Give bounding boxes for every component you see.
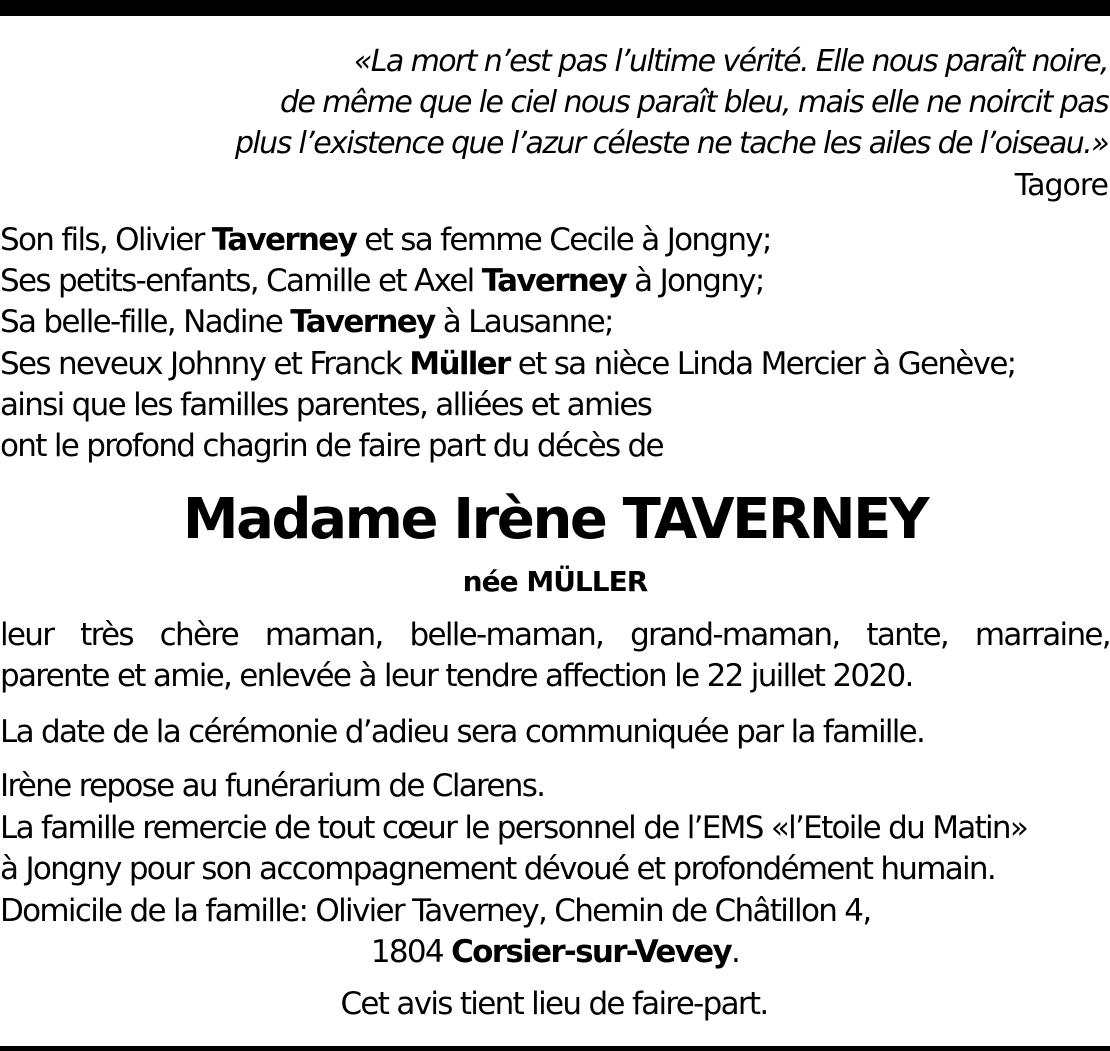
description-line-1 — [0, 617, 1110, 653]
family-line-2-post: à Jongny; — [625, 263, 764, 299]
family-line-5: ainsi que les familles parentes, alliées et amies — [0, 387, 652, 423]
description-word: grand-maman, — [630, 617, 840, 653]
description-word: maman, — [264, 617, 383, 653]
family-line-1-post: et sa femme Cecile à Jongny; — [356, 222, 771, 258]
family-line-6: ont le profond chagrin de faire part du décès de — [0, 428, 663, 464]
ceremony-notice: La date de la cérémonie d’adieu sera communiquée par la famille. — [0, 714, 925, 750]
notes-line-2: La famille remercie de tout cœur le personnel de l’EMS «l’Etoile du Matin» — [0, 810, 1028, 846]
top-border-rule — [0, 0, 1110, 16]
description-line-2: parente et amie, enlevée à leur tendre affection le 22 juillet 2020. — [0, 658, 913, 694]
family-line-4-post: et sa nièce Linda Mercier à Genève; — [509, 346, 1016, 382]
closing-line: Cet avis tient lieu de faire-part. — [340, 986, 768, 1022]
family-line-2-pre: Ses petits-enfants, Camille et Axel — [0, 263, 482, 299]
family-line-3-pre: Sa belle-fille, Nadine — [0, 304, 291, 340]
family-line-1 — [0, 222, 771, 258]
family-line-3 — [0, 304, 613, 340]
description-word: leur — [0, 617, 54, 653]
notes-line-1: Irène repose au funérarium de Clarens. — [0, 768, 545, 804]
family-line-3-surname: Taverney — [290, 304, 435, 340]
quote-author: Tagore — [1014, 168, 1108, 203]
family-line-4-pre: Ses neveux Johnny et Franck — [0, 346, 410, 382]
postal-code: 1804 — [370, 934, 452, 970]
family-line-3-post: à Lausanne; — [434, 304, 613, 340]
deceased-name: Madame Irène TAVERNEY — [182, 487, 928, 552]
description-word: très — [80, 617, 133, 653]
quote-line-2: de même que le ciel nous paraît bleu, mais elle ne noircit pas — [280, 85, 1108, 120]
family-line-2-surname: Taverney — [481, 263, 626, 299]
bottom-border-rule — [0, 1046, 1110, 1051]
description-word: chère — [159, 617, 239, 653]
quote-line-1: «La mort n’est pas l’ultime vérité. Elle nous paraît noire, — [353, 44, 1108, 79]
notes-line-3: à Jongny pour son accompagnement dévoué et profondément humain. — [0, 851, 996, 887]
family-line-4 — [0, 346, 1016, 382]
family-line-1-pre: Son fils, Olivier — [0, 222, 212, 258]
maiden-name: née MÜLLER — [462, 565, 648, 598]
family-line-4-surname: Müller — [409, 346, 510, 382]
family-line-2 — [0, 263, 764, 299]
description-word: marraine, — [974, 617, 1110, 653]
town-name: Corsier-sur-Vevey — [451, 934, 731, 970]
notes-line-5 — [0, 934, 1110, 970]
description-word: belle-maman, — [409, 617, 604, 653]
family-line-1-surname: Taverney — [211, 222, 357, 258]
description-word: tante, — [866, 617, 949, 653]
quote-line-3: plus l’existence que l’azur céleste ne tache les ailes de l’oiseau.» — [234, 126, 1108, 161]
town-period: . — [730, 934, 740, 970]
notes-line-4: Domicile de la famille: Olivier Taverney, Chemin de Châtillon 4, — [0, 893, 871, 929]
